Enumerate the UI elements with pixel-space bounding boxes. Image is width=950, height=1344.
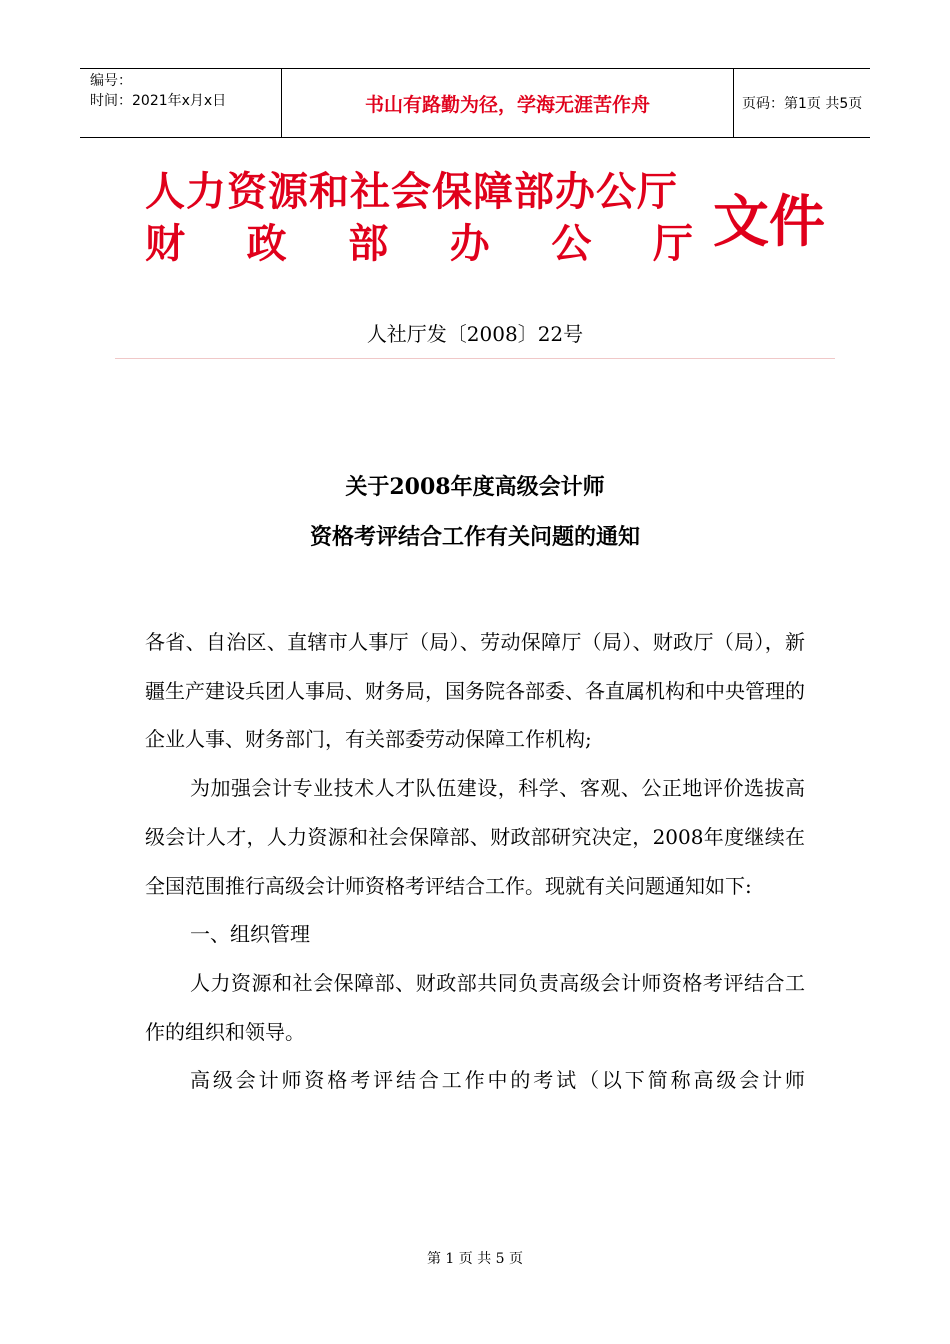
- title-line1: 关于2008年度高级会计师: [345, 474, 605, 500]
- masthead-char: 厅: [652, 220, 693, 267]
- masthead-char: 部: [348, 220, 389, 267]
- time-label: 时间：2021年x月x日: [90, 93, 227, 109]
- masthead-char: 政: [246, 220, 287, 267]
- masthead-line2: [145, 212, 693, 269]
- document-number: 人社厅发〔2008〕22号: [366, 322, 584, 346]
- masthead-char: 办: [449, 220, 490, 267]
- paragraph: 高级会计师资格考评结合工作中的考试（以下简称高级会计师: [190, 1068, 805, 1093]
- paragraph: 为加强会计专业技术人才队伍建设，科学、客观、公正地评价选拔高级会计人才，人力资源和社会保障部、财政部研究决定，2008年度继续在全国范围推行高级会计师资格考评结合工作。现就有关问题通知如下:: [145, 776, 805, 898]
- header-table: [80, 68, 870, 138]
- header-motto: 书山有路勤为径，学海无涯苦作舟: [281, 69, 734, 137]
- masthead: [145, 160, 845, 270]
- header-meta: [80, 69, 281, 137]
- number-label: 编号：: [90, 73, 132, 89]
- page-footer: 第 1 页 共 5 页: [426, 1251, 524, 1267]
- masthead-line1: 人力资源和社会保障部办公厅: [145, 168, 678, 215]
- paragraph: 人力资源和社会保障部、财政部共同负责高级会计师资格考评结合工作的组织和领导。: [145, 970, 805, 1044]
- title-line2: 资格考评结合工作有关问题的通知: [309, 524, 640, 550]
- divider-line: [115, 358, 835, 359]
- masthead-suffix: 文件: [713, 189, 825, 255]
- document-body: [145, 618, 805, 1105]
- masthead-char: 公: [551, 220, 592, 267]
- header-page-info: 页码：第1页 共5页: [742, 96, 863, 112]
- paragraph: 各省、自治区、直辖市人事厅（局）、劳动保障厅（局）、财政厅（局），新疆生产建设兵团人事局、财务局，国务院各部委、各直属机构和中央管理的企业人事、财务部门，有关部委劳动保障工作机构;: [145, 630, 805, 752]
- masthead-char: 财: [145, 220, 185, 267]
- section-heading: 一、组织管理: [190, 922, 310, 947]
